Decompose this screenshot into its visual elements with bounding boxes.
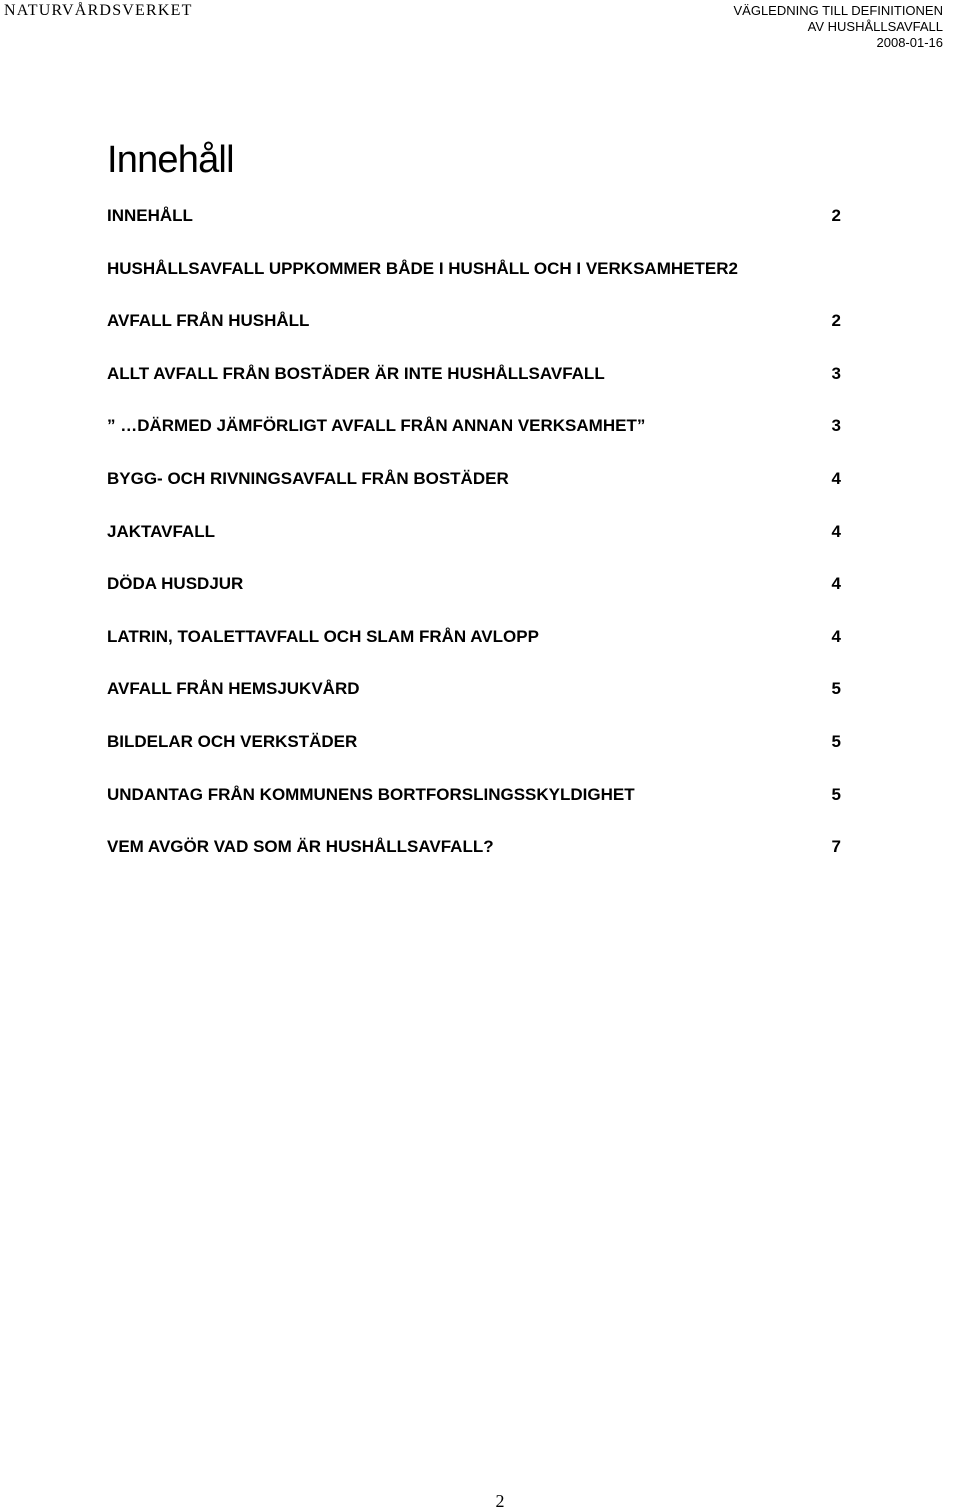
toc-entry[interactable] <box>107 204 841 257</box>
toc-entry[interactable] <box>107 572 841 625</box>
toc-entry[interactable] <box>107 783 841 836</box>
toc-entry[interactable] <box>107 625 841 678</box>
toc-entry-page: 4 <box>831 574 841 594</box>
document-date: 2008-01-16 <box>876 35 943 50</box>
toc-entry-label: UNDANTAG FRÅN KOMMUNENS BORTFORSLINGSSKYLDIGHET <box>107 784 635 804</box>
toc-entry-page: 3 <box>831 416 841 436</box>
toc-entry-page: 2 <box>831 311 841 331</box>
toc-entry[interactable] <box>107 467 841 520</box>
document-title-line-2: AV HUSHÅLLSAVFALL <box>807 19 943 34</box>
toc-entry-label: DÖDA HUSDJUR <box>107 574 244 594</box>
organization-name: NATURVÅRDSVERKET <box>4 2 193 19</box>
toc-entry-page: 5 <box>831 784 841 804</box>
toc-entry-page: 3 <box>831 363 841 383</box>
document-header <box>734 3 944 51</box>
toc-entry-page: 7 <box>831 837 841 857</box>
toc-entry-label: BILDELAR OCH VERKSTÄDER <box>107 731 358 751</box>
toc-entry-page: 5 <box>831 679 841 699</box>
page-number: 2 <box>495 1491 505 1511</box>
toc-entry-label: VEM AVGÖR VAD SOM ÄR HUSHÅLLSAVFALL? <box>107 837 494 857</box>
toc-entry-label: ” …DÄRMED JÄMFÖRLIGT AVFALL FRÅN ANNAN VERKSAMHET” <box>107 416 646 436</box>
toc-entry[interactable] <box>107 677 841 730</box>
toc-entry[interactable] <box>107 835 841 888</box>
toc-entry[interactable] <box>107 362 841 415</box>
toc-entry-label: ALLT AVFALL FRÅN BOSTÄDER ÄR INTE HUSHÅLLSAVFALL <box>107 363 605 383</box>
toc-entry-label: BYGG- OCH RIVNINGSAVFALL FRÅN BOSTÄDER <box>107 468 509 488</box>
toc-entry[interactable] <box>107 309 841 362</box>
toc-entry-page: 2 <box>831 206 841 225</box>
toc-entry[interactable] <box>107 257 841 310</box>
toc-entry-page: 4 <box>831 626 841 646</box>
toc-entry-label: INNEHÅLL <box>107 206 193 225</box>
toc-entry-label: AVFALL FRÅN HEMSJUKVÅRD <box>107 679 360 699</box>
toc-entry-page: 4 <box>831 521 841 541</box>
toc-entry[interactable] <box>107 414 841 467</box>
toc-entry-label: JAKTAVFALL <box>107 521 215 541</box>
table-of-contents <box>107 204 841 888</box>
toc-entry-page: 5 <box>831 731 841 751</box>
toc-entry-label: HUSHÅLLSAVFALL UPPKOMMER BÅDE I HUSHÅLL OCH I VERKSAMHETER2 <box>107 258 738 278</box>
document-title-line-1: VÄGLEDNING TILL DEFINITIONEN <box>733 3 943 18</box>
toc-entry[interactable] <box>107 730 841 783</box>
page-title: Innehåll <box>107 139 234 182</box>
toc-entry-page: 4 <box>831 468 841 488</box>
toc-entry[interactable] <box>107 520 841 573</box>
toc-entry-label: LATRIN, TOALETTAVFALL OCH SLAM FRÅN AVLOPP <box>107 626 539 646</box>
toc-entry-label: AVFALL FRÅN HUSHÅLL <box>107 311 310 331</box>
